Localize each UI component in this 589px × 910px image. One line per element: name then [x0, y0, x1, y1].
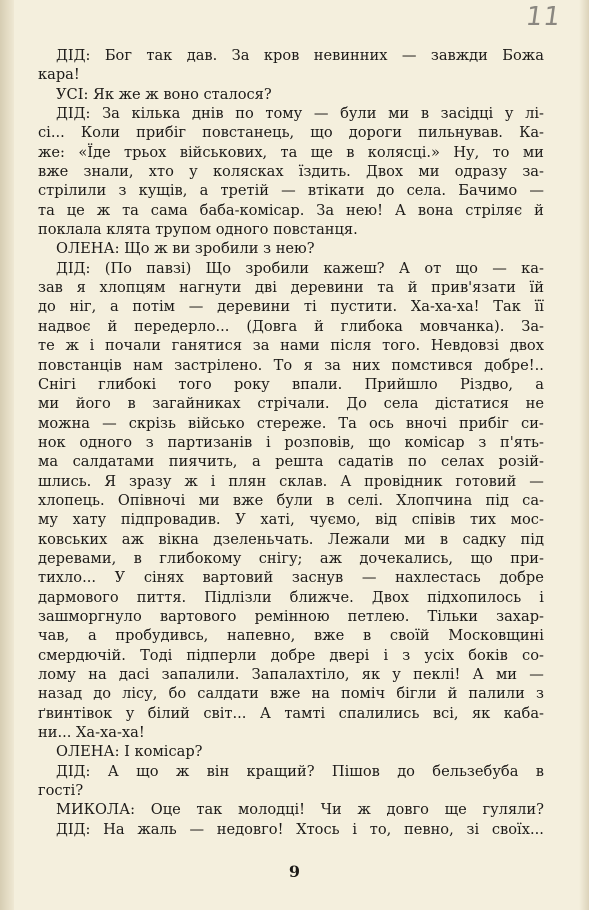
- text-line: тихло... У сінях вартовий заснув — нахлестась добре: [38, 569, 544, 587]
- text-line: повстанців нам застрілено. То я за них помстився добре!..: [38, 356, 544, 374]
- text-line: нок одного з партизанів і розповів, що комісар з п'ять-: [38, 433, 544, 451]
- text-line: стрілили з кущів, а третій — втікати до села. Бачимо —: [38, 182, 544, 200]
- text-line: назад до лісу, бо салдати вже на поміч бігли й палили з: [38, 685, 544, 703]
- handwritten-folio-mark: 11: [523, 2, 564, 32]
- text-line: те ж і почали ганятися за нами після того. Невдовзі двох: [38, 337, 544, 355]
- page-number: 9: [288, 862, 301, 881]
- text-line: гості?: [38, 782, 84, 800]
- text-line: та це ж та сама баба-комісар. За нею! А вона стріляє й: [38, 201, 544, 219]
- text-line: ДІД: А що ж він кращий? Пішов до бельзебуба в: [56, 762, 544, 780]
- text-line: вже знали, хто у колясках їздить. Двох ми одразу за-: [38, 163, 544, 181]
- play-text-block: [38, 46, 544, 839]
- text-line: надвоє й передерло... (Довга й глибока мовчанка). За-: [38, 317, 544, 335]
- text-line: же: «Їде трьох військових, та ще в колясці.» Ну, то ми: [38, 143, 544, 161]
- text-line: ДІД: На жаль — недовго! Хтось і то, певно, зі своїх...: [56, 820, 544, 838]
- text-line: МИКОЛА: Оце так молодці! Чи ж довго ще гуляли?: [56, 801, 544, 819]
- text-line: ковських аж вікна дзеленьчать. Лежали ми в садку під: [38, 530, 544, 548]
- text-line: поклала клята трупом одного повстанця.: [38, 221, 358, 239]
- text-line: зав я хлопцям нагнути дві деревини та й прив'язати їй: [38, 279, 544, 297]
- text-line: му хату підпровадив. У хаті, чуємо, від співів тих мос-: [38, 511, 544, 529]
- text-line: чав, а пробудивсь, напевно, вже в своїй Московщині: [38, 627, 544, 645]
- text-line: можна — скрізь військо стереже. Та ось вночі прибіг си-: [38, 414, 544, 432]
- text-line: ДІД: (По павзі) Що зробили кажеш? А от що — ка-: [56, 259, 544, 277]
- text-line: ма салдатами пиячить, а решта садатів по селах розій-: [38, 453, 544, 471]
- text-line: ДІД: Бог так дав. За кров невинних — завжди Божа: [56, 47, 544, 64]
- text-line: шлись. Я зразу ж і плян склав. А провідник готовий —: [38, 472, 544, 490]
- text-line: ни... Ха-ха-ха!: [38, 724, 145, 742]
- text-line: сі... Коли прибіг повстанець, що дороги пильнував. Ка-: [38, 124, 544, 142]
- text-line: деревами, в глибокому снігу; аж дочекались, що при-: [38, 549, 544, 567]
- text-line: ОЛЕНА: І комісар?: [56, 743, 203, 761]
- text-line: дармового пиття. Підлізли ближче. Двох підхопилось і: [38, 588, 544, 606]
- text-line: УСІ: Як же ж воно сталося?: [56, 85, 272, 103]
- text-line: ОЛЕНА: Що ж ви зробили з нею?: [56, 240, 315, 258]
- text-line: ДІД: За кілька днів по тому — були ми в засідці у лі-: [56, 105, 544, 123]
- text-line: кара!: [38, 66, 80, 84]
- text-line: зашморгнуло вартового ремінною петлею. Тільки захар-: [38, 607, 544, 625]
- text-line: смердючій. Тоді підперли добре двері і з усіх боків со-: [38, 646, 544, 664]
- text-line: ми його в загайниках стрічали. До села дістатися не: [38, 395, 544, 413]
- text-line: хлопець. Опівночі ми вже були в селі. Хлопчина під са-: [38, 491, 544, 509]
- text-line: до ніг, а потім — деревини ті пустити. Ха-ха-ха! Так її: [38, 298, 544, 316]
- text-line: лому на дасі запалили. Запалахтіло, як у пеклі! А ми —: [38, 666, 544, 683]
- text-line: ґвинтівок у білий світ... А тамті спалились всі, як каба-: [38, 704, 544, 722]
- text-line: Снігі глибокі того року впали. Прийшло Різдво, а: [38, 375, 544, 393]
- page-left-edge-shadow: [0, 0, 14, 910]
- page-right-edge-shadow: [579, 0, 589, 910]
